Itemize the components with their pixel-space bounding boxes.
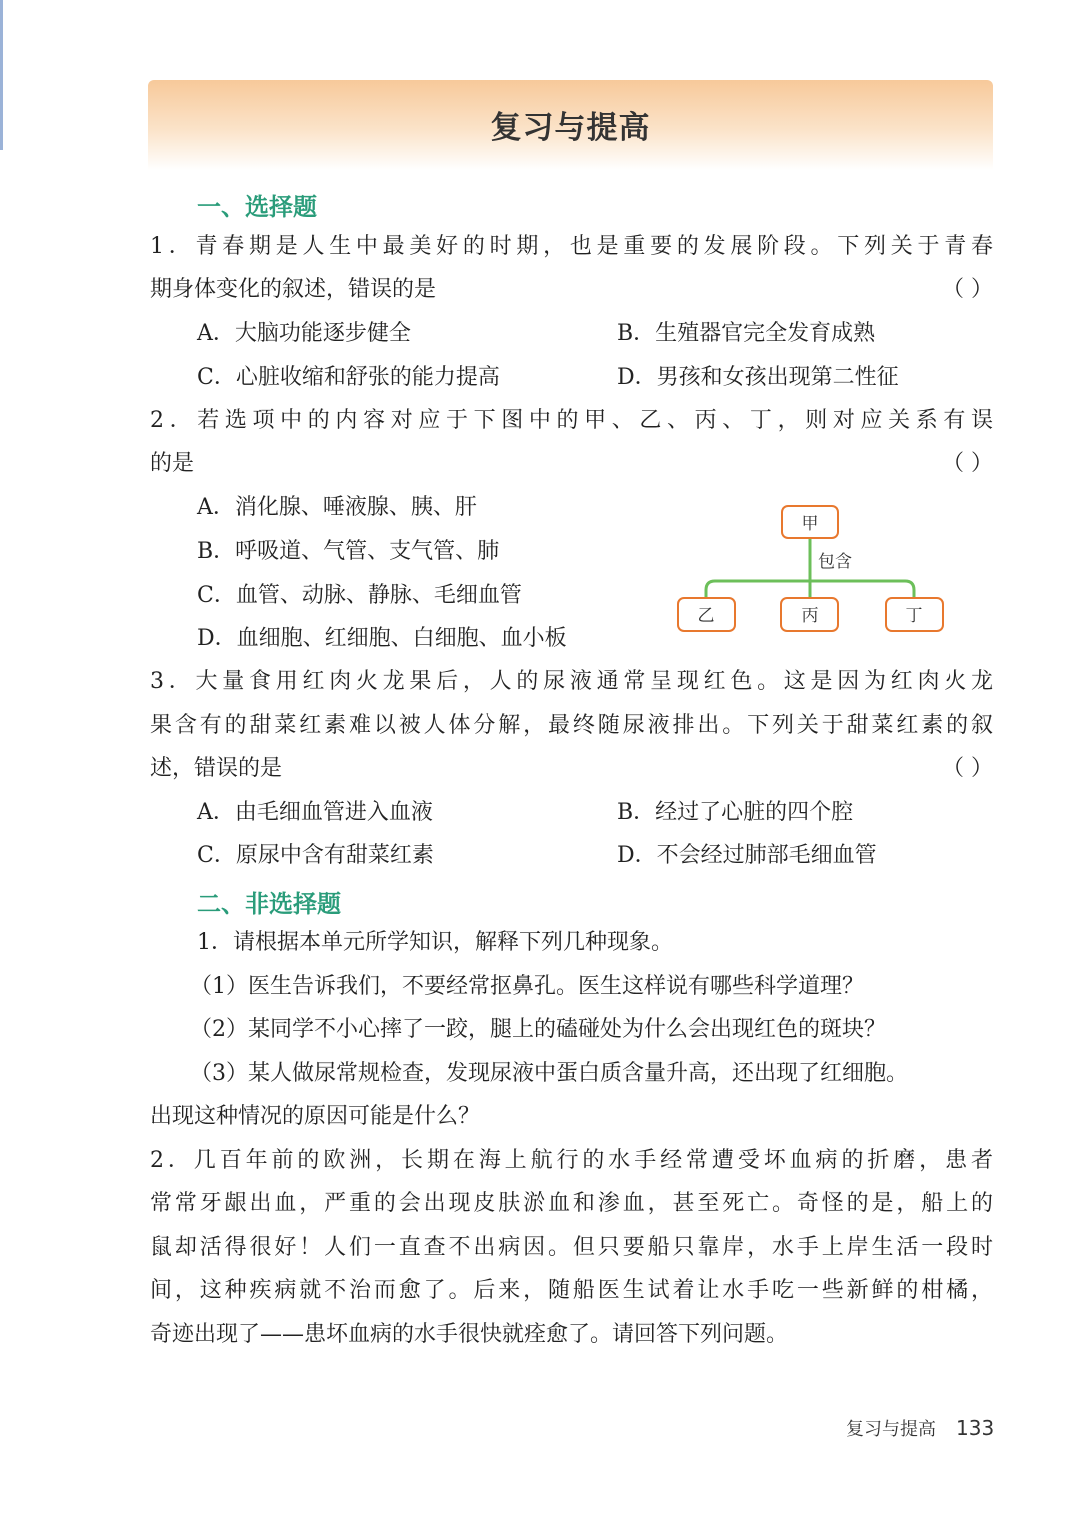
diagram-child-label-1: 乙 bbox=[697, 606, 715, 626]
nq1-part2: （2）某同学不小心摔了一跤，腿上的磕碰处为什么会出现红色的斑块？ bbox=[190, 1017, 886, 1042]
q2-stem-line2: 的是 bbox=[150, 451, 195, 476]
nq2-line3: 鼠却活得很好！人们一直查不出病因。但只要船只靠岸，水手上岸生活一段时 bbox=[150, 1235, 993, 1260]
q3-answer-blank: （ ） bbox=[942, 756, 993, 781]
nq1-part1: （1）医生告诉我们，不要经常抠鼻孔。医生这样说有哪些科学道理？ bbox=[190, 974, 864, 999]
q2-answer-blank: （ ） bbox=[942, 451, 993, 476]
q3-option-a: A．由毛细血管进入血液 bbox=[197, 800, 433, 825]
section-heading-choice: 一、选择题 bbox=[197, 193, 317, 221]
q3-option-c: C．原尿中含有甜菜红素 bbox=[197, 843, 434, 868]
footer-section-label: 复习与提高 bbox=[846, 1419, 936, 1440]
page-number: 133 bbox=[956, 1416, 995, 1440]
diagram-top-label: 甲 bbox=[801, 514, 819, 534]
nq2-line4: 间，这种疾病就不治而愈了。后来，随船医生试着让水手吃一些新鲜的柑橘， bbox=[150, 1278, 993, 1303]
diagram-child-label-2: 丙 bbox=[801, 606, 819, 626]
q3-stem-line1: 3．大量食用红肉火龙果后，人的尿液通常呈现红色。这是因为红肉火龙 bbox=[150, 669, 993, 694]
diagram-child-label-3: 丁 bbox=[905, 606, 923, 626]
q2-stem-line1: 2．若选项中的内容对应于下图中的甲、乙、丙、丁，则对应关系有误 bbox=[150, 408, 993, 433]
nq1-intro: 1．请根据本单元所学知识，解释下列几种现象。 bbox=[197, 930, 673, 955]
containment-diagram bbox=[0, 0, 1080, 700]
nq2-line2: 常常牙龈出血，严重的会出现皮肤淤血和渗血，甚至死亡。奇怪的是，船上的 bbox=[150, 1191, 993, 1216]
q2-option-c: C．血管、动脉、静脉、毛细血管 bbox=[197, 583, 522, 608]
q1-option-b: B．生殖器官完全发育成熟 bbox=[617, 321, 876, 346]
nq2-line5: 奇迹出现了——患坏血病的水手很快就痊愈了。请回答下列问题。 bbox=[150, 1322, 789, 1347]
q3-option-d: D．不会经过肺部毛细血管 bbox=[617, 843, 877, 868]
q3-stem-line3: 述，错误的是 bbox=[150, 756, 283, 781]
q1-option-a: A．大脑功能逐步健全 bbox=[197, 321, 411, 346]
nq1-part3-line1: （3）某人做尿常规检查，发现尿液中蛋白质含量升高，还出现了红细胞。 bbox=[190, 1061, 908, 1086]
q1-stem-line2: 期身体变化的叙述，错误的是 bbox=[150, 277, 437, 302]
q1-stem-line1: 1．青春期是人生中最美好的时期，也是重要的发展阶段。下列关于青春 bbox=[150, 234, 993, 259]
diagram-relation-label: 包含 bbox=[818, 552, 852, 572]
section-heading-nonchoice: 二、非选择题 bbox=[197, 890, 341, 918]
q2-option-b: B．呼吸道、气管、支气管、肺 bbox=[197, 539, 500, 564]
q1-answer-blank: （ ） bbox=[942, 277, 993, 302]
q2-option-a: A．消化腺、唾液腺、胰、肝 bbox=[197, 495, 477, 520]
q1-option-c: C．心脏收缩和舒张的能力提高 bbox=[197, 365, 500, 390]
nq2-line1: 2．几百年前的欧洲，长期在海上航行的水手经常遭受坏血病的折磨，患者 bbox=[150, 1148, 993, 1173]
q2-option-d: D．血细胞、红细胞、白细胞、血小板 bbox=[197, 626, 567, 651]
page-title: 复习与提高 bbox=[490, 110, 651, 146]
page-footer bbox=[846, 1415, 994, 1441]
q3-option-b: B．经过了心脏的四个腔 bbox=[617, 800, 854, 825]
q1-option-d: D．男孩和女孩出现第二性征 bbox=[617, 365, 899, 390]
q3-stem-line2: 果含有的甜菜红素难以被人体分解，最终随尿液排出。下列关于甜菜红素的叙 bbox=[150, 713, 993, 738]
nq1-part3-line2: 出现这种情况的原因可能是什么？ bbox=[150, 1104, 481, 1129]
